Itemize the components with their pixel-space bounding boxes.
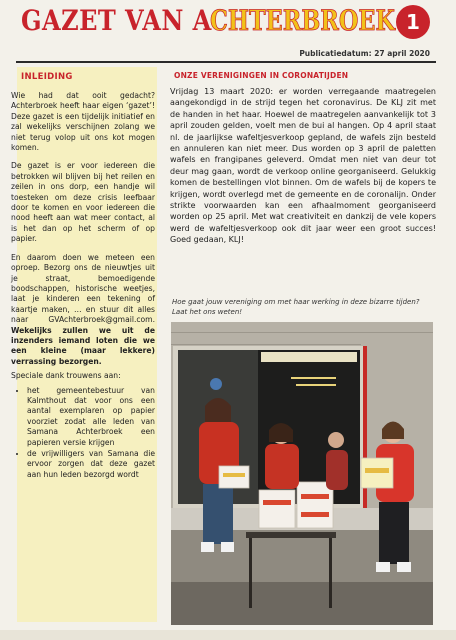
thanks-list	[11, 386, 155, 481]
list-item: • het gemeentebestuur van Kalmthout dat voor ons een aantal exemplaren op papier voorziet zodat alle leden van Samana Achterbroek een papieren versie krijgen	[27, 386, 155, 448]
sidebar-paragraph-3	[11, 253, 155, 367]
lottery-announcement: Wekelijks zullen we uit de inzenders iemand loten die we een kleine (maar lekkere) verrassing bezorgen.	[11, 325, 155, 366]
sidebar-intro: Wie had dat ooit gedacht? Achterbroek heeft haar eigen ‘gazet’! Deze gazet is een tijdelijk initiatief en zal wekelijks verschijnen zolang we niet terug volop uit ons kot mogen komen.	[11, 91, 155, 153]
waffle-sale-photo	[171, 322, 433, 625]
list-item: • de vrijwilligers van Samana die ervoor zorgen dat deze gazet aan hun leden bezorgd wordt	[27, 449, 155, 480]
sidebar-paragraph-2: De gazet is er voor iedereen die betrokken wil blijven bij het reilen en zeilen in ons dorp, een handje wil toesteken om deze crisis leefbaar door te komen en voor iedereen die nood heeft aan wat meer contact, al is het dan op het scherm of op papier.	[11, 161, 155, 244]
masthead	[0, 0, 456, 44]
article-body: Vrijdag 13 maart 2020: er worden verregaande maatregelen aangekondigd in de strijd tegen het coronavirus. De KLJ zit met de handen in het haar. Hoewel de maatregelen aanvankelijk tot 3 april zouden gelden, voelt men de bui al hangen. Op 4 april staat nl. de jaarlijkse wafeltjesverkoop gepland, de wafels zijn besteld en annuleren kan niet meer. Dus worden op 3 april de paletten wafels en frangipanes geleverd. Omdat men niet van deur tot deur mag gaan, wordt de verkoop online georganiseerd. Gelukkig komen de bestellingen vlot binnen. Om de wafels bij de kopers te krijgen, wordt overlegd met de gemeente en de coronalijn. Onder strikte voorwaarden kan een afhaalmoment georganiseerd worden op 25 april. Met wat creativiteit en dankzij de vele kopers werd de wafeltjesverkoop ook dit jaar weer een groot succes! Goed gedaan, KLJ!	[170, 87, 436, 245]
page-bottom-margin	[0, 630, 456, 640]
sidebar-text	[11, 91, 155, 481]
thanks-heading: Speciale dank trouwens aan:	[11, 371, 121, 381]
newspaper-title-part1: GAZET VAN A	[21, 4, 212, 37]
sidebar-heading: INLEIDING	[21, 72, 73, 82]
article-heading: ONZE VERENIGINGEN IN CORONATIJDEN	[174, 71, 349, 80]
publication-date: Publicatiedatum: 27 april 2020	[299, 49, 430, 58]
issue-number-badge: 1	[396, 5, 430, 39]
article-caption: Hoe gaat jouw vereniging om met haar werking in deze bizarre tijden? Laat het ons weten!	[172, 298, 420, 316]
header-divider	[16, 61, 436, 63]
newspaper-title-part2: CHTERBROEK	[210, 4, 395, 37]
call-to-action-text: En daarom doen we meteen een oproep. Bezorg ons de nieuwtjes uit je straat, bemoedigende boodschappen, historische weetjes, laat je kinderen een tekening of kaartje maken, … en stuur dit alles naar GVAchterbroek@gmail.com.	[11, 252, 155, 325]
